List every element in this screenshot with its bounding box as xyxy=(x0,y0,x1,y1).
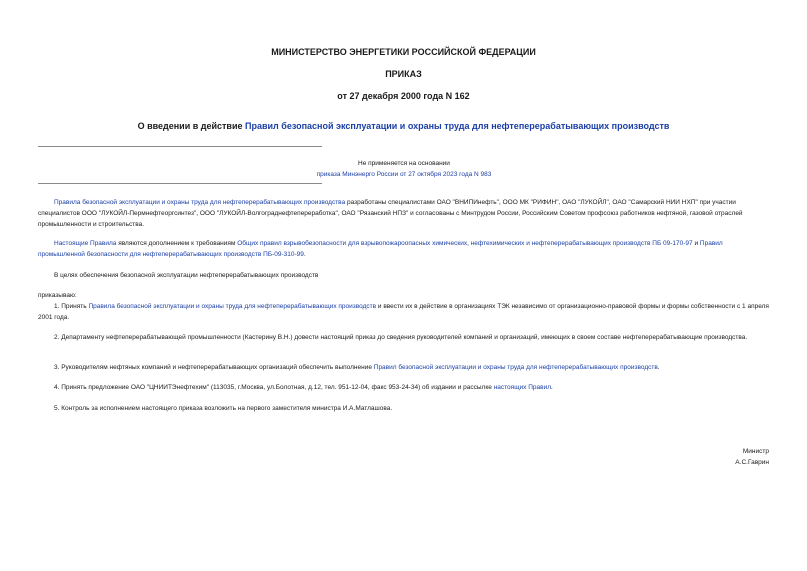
document-title xyxy=(0,121,807,131)
order-item-1-post: и ввести их в действие в организациях ТЭК независимо от организационно-правовой формы и формы собственности с 1 апреля 2001 года. xyxy=(38,303,769,321)
paragraph-developers-text: разработаны специалистами ОАО "ВНИПИнефть", ООО МК "РИФИН", ОАО "ЛУКОЙЛ", ОАО "Самарский НИИ НХП" при участии специалистов ООО "ЛУКОЙЛ-Пермнефтеоргсинтез", ООО "ЛУКОЙЛ-Волгограднефтепереработка", ОАО "Рязанский НПЗ" и согласованы с Минтрудом России, Российским Советом профсоюз работников нефтяной, газовой отраслей промышленности и строительства. xyxy=(38,199,743,228)
paragraph-supplement xyxy=(38,238,770,260)
order-item-3-post: . xyxy=(657,364,660,371)
paragraph-order-word: приказываю: xyxy=(38,292,77,299)
order-item-5: 5. Контроль за исполнением настоящего приказа возложить на первого заместителя министра И.А.Матлашова. xyxy=(54,405,393,412)
status-divider-bottom xyxy=(38,183,322,184)
order-item-1-pre: 1. Принять xyxy=(54,303,89,310)
paragraph-supplement-text-3: . xyxy=(303,251,306,258)
status-note-text: Не применяется на основании xyxy=(358,160,450,167)
order-item-3-link[interactable]: Правил безопасной эксплуатации и охраны труда для нефтеперерабатывающих производств xyxy=(373,364,658,371)
status-note xyxy=(38,158,770,180)
paragraph-supplement-link-pb-09-170-97[interactable]: Общих правил взрывобезопасности для взрывопожароопасных химических, нефтехимических и нефтеперерабатывающих производств ПБ 09-170-97 xyxy=(237,240,693,247)
status-divider-top xyxy=(38,146,322,147)
order-item-4-pre: 4. Принять предложение ОАО "ЦНИИТЭнефтехим" (113035, г.Москва, ул.Болотная, д.12, тел. 951-12-04, факс 953-24-34) об издании и рассылке xyxy=(54,384,494,391)
title-prefix: О введении в действие xyxy=(137,121,246,131)
signature-role: Министр xyxy=(742,448,769,455)
order-item-4-link[interactable]: настоящих Правил xyxy=(493,384,552,391)
order-item-4 xyxy=(38,382,770,393)
order-item-1-link[interactable]: Правила безопасной эксплуатации и охраны труда для нефтеперерабатывающих производств xyxy=(88,303,377,310)
paragraph-purpose: В целях обеспечения безопасной эксплуатации нефтеперерабатывающих производств xyxy=(54,272,319,279)
order-item-2: 2. Департаменту нефтеперерабатывающей промышленности (Кастерину В.Н.) довести настоящий приказ до сведения руководителей компаний и организаций, имеющих в своем составе нефтеперерабатывающие производства. xyxy=(54,334,748,341)
order-item-4-post: . xyxy=(551,384,553,391)
paragraph-supplement-link-rules[interactable]: Настоящие Правила xyxy=(54,240,117,247)
order-item-3-pre: 3. Руководителям нефтяных компаний и нефтеперерабатывающих организаций обеспечить выполнение xyxy=(54,364,374,371)
paragraph-supplement-link-pb-09-310-99[interactable]: Правил промышленной безопасности для нефтеперерабатывающих производств ПБ-09-310-99 xyxy=(38,240,723,258)
paragraph-supplement-text-2: и xyxy=(692,240,700,247)
order-item-1 xyxy=(38,301,770,323)
paragraph-developers-link[interactable]: Правила безопасной эксплуатации и охраны труда для нефтеперерабатывающих производства xyxy=(54,199,346,206)
doc-type-heading: ПРИКАЗ xyxy=(385,69,422,79)
paragraph-supplement-text-1: являются дополнением к требованиям xyxy=(116,240,238,247)
paragraph-developers xyxy=(38,197,770,230)
date-number-heading: от 27 декабря 2000 года N 162 xyxy=(337,91,470,101)
signature-name: А.С.Гаврин xyxy=(735,459,769,466)
ministry-heading: МИНИСТЕРСТВО ЭНЕРГЕТИКИ РОССИЙСКОЙ ФЕДЕРАЦИИ xyxy=(271,47,536,57)
status-note-link[interactable]: приказа Минэнерго России от 27 октября 2023 года N 983 xyxy=(316,171,492,178)
title-rules-link[interactable]: Правил безопасной эксплуатации и охраны труда для нефтеперерабатывающих производств xyxy=(245,121,670,131)
order-item-3 xyxy=(38,362,770,373)
signature-block xyxy=(735,446,769,468)
